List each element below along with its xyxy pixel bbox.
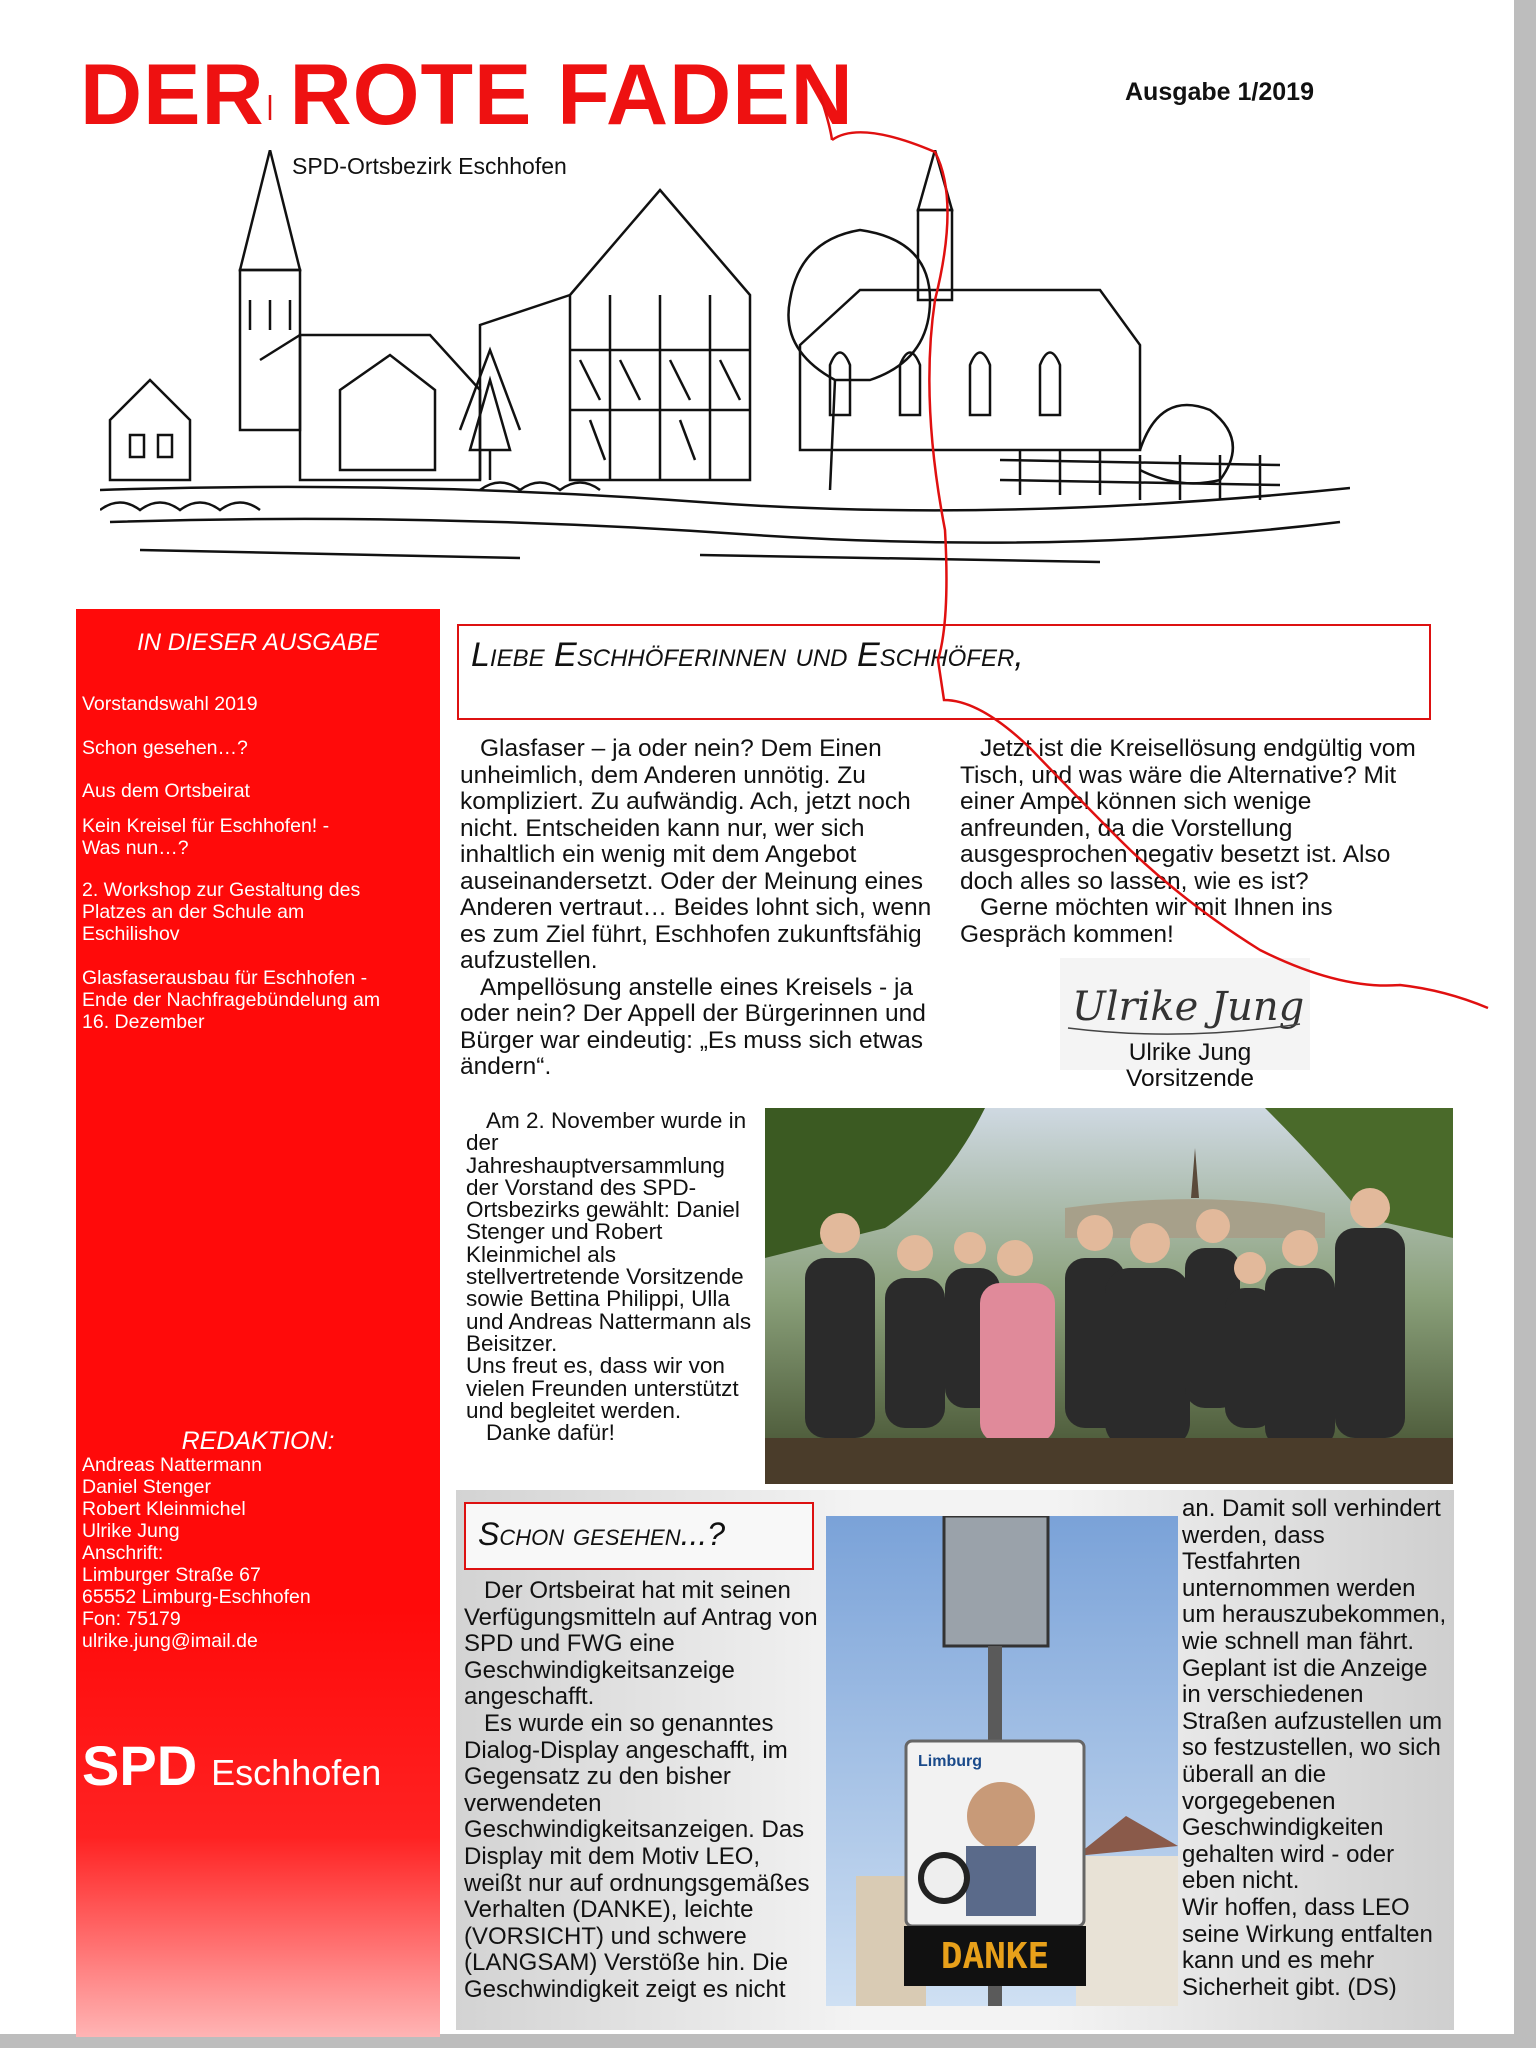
spd-logo: [82, 1733, 381, 1798]
schon-gesehen-column-right: [1182, 1496, 1448, 2001]
village-sketch-illustration: [100, 150, 1350, 570]
svg-text:Ulrike Jung: Ulrike Jung: [1072, 984, 1305, 1030]
redaktion-line: Andreas Nattermann: [82, 1454, 262, 1476]
redaktion-line: Robert Kleinmichel: [82, 1498, 246, 1520]
sidebar-item-ortsbeirat[interactable]: Aus dem Ortsbeirat: [82, 780, 250, 802]
paragraph: Der Ortsbeirat hat mit seinen Verfügungsmitteln auf Antrag von SPD und FWG eine Geschwindigkeitsanzeige angeschafft.: [464, 1577, 818, 1711]
paragraph: Uns freut es, dass wir von vielen Freunden unterstützt und begleitet werden.: [466, 1353, 739, 1423]
editorial-headline: Liebe Eschhöferinnen und Eschhöfer,: [471, 636, 1024, 674]
paragraph: Danke dafür!: [486, 1420, 615, 1446]
signer-block: [1050, 1040, 1330, 1092]
paragraph: Ampellösung anstelle eines Kreisels - ja oder nein? Der Appell der Bürgerinnen und Bürger war eindeutig: „Es muss sich etwas ändern“.: [460, 973, 926, 1080]
page-frame-right: [1514, 0, 1536, 2048]
editorial-column-left: [460, 736, 938, 1081]
sidebar-item-vorstandswahl[interactable]: Vorstandswahl 2019: [82, 693, 258, 715]
paragraph: Am 2. November wurde in der Jahreshauptversammlung der Vorstand des SPD-Ortsbezirks gewählt: Daniel Stenger und Robert Kleinmichel als stellvertretende Vorsitzende sowie Bettina Philippi, Ulla und Andreas Nattermann als Beisitzer.: [466, 1108, 752, 1356]
paragraph: Gerne möchten wir mit Ihnen ins Gespräch kommen!: [960, 894, 1333, 948]
sidebar-contents: [76, 609, 440, 2037]
redaktion-line: Fon: 75179: [82, 1608, 181, 1630]
group-photo: [765, 1108, 1453, 1484]
sign-brand: Limburg: [918, 1753, 982, 1770]
schon-gesehen-title-box: [464, 1502, 814, 1570]
paragraph: Es wurde ein so genanntes Dialog-Display angeschafft, im Gegensatz zu den bisher verwendeten Geschwindigkeitsanzeigen. Das Display mit dem Motiv LEO, weißt nur auf ordnungsgemäßes Verhalten (DANKE), leichte (VORSICHT) und schwere (LANGSAM) Verstöße hin. Die Geschwindigkeit zeigt es nicht: [464, 1709, 810, 2003]
redaktion-line: Limburger Straße 67: [82, 1564, 261, 1586]
redaktion-line: Ulrike Jung: [82, 1520, 180, 1542]
vorstand-text: [466, 1110, 754, 1444]
redaktion-line: 65552 Limburg-Eschhofen: [82, 1586, 311, 1608]
paragraph: Glasfaser – ja oder nein? Dem Einen unheimlich, dem Anderen unnötig. Zu kompliziert. Zu aufwändig. Ach, jetzt noch nicht. Entscheiden kann nur, wer sich inhaltlich ein wenig mit dem Angebot auseinandersetzt. Oder der Meinung eines Anderen vertraut… Beides lohnt sich, wenn es zum Ziel führt, Eschhofen zukunftsfähig aufzustellen.: [460, 735, 932, 974]
signer-role: Vorsitzende: [1125, 1065, 1255, 1092]
newsletter-subtitle: SPD-Ortsbezirk Eschhofen: [292, 153, 567, 179]
spd-logo-text: SPD: [82, 1734, 198, 1797]
redaktion-email[interactable]: ulrike.jung@imail.de: [82, 1630, 258, 1652]
sidebar-heading: IN DIESER AUSGABE: [137, 629, 379, 656]
paragraph: Wir hoffen, dass LEO seine Wirkung entfalten kann und es mehr Sicherheit gibt. (DS): [1182, 1893, 1433, 2001]
sidebar-item-schon-gesehen[interactable]: Schon gesehen…?: [82, 737, 248, 759]
issue-number: Ausgabe 1/2019: [1125, 78, 1314, 106]
redaktion-heading: REDAKTION:: [181, 1427, 335, 1455]
redaktion-line: Anschrift:: [82, 1542, 164, 1564]
sidebar-item-kein-kreisel[interactable]: Kein Kreisel für Eschhofen! - Was nun…?: [82, 815, 330, 859]
paragraph: an. Damit soll verhindert werden, dass Testfahrten unternommen werden um herauszubekommen, wie schnell man fährt. Geplant ist die Anzeige in verschiedenen Straßen aufzustellen um so festzustellen, wo sich überall an die vorgegebenen Geschwindigkeiten gehalten wird - oder eben nicht.: [1182, 1495, 1447, 1895]
editorial-column-right: [960, 736, 1422, 948]
signer-name: Ulrike Jung: [1128, 1039, 1252, 1066]
schon-gesehen-title: Schon gesehen...?: [478, 1516, 726, 1552]
spd-logo-place: Eschhofen: [211, 1752, 382, 1793]
paragraph: Jetzt ist die Kreisellösung endgültig vom Tisch, und was wäre die Alternative? Mit einer Ampel können sich wenige anfreunden, da die Vorstellung ausgesprochen negativ besetzt ist. Also doch alles so lassen, wie es ist?: [960, 735, 1416, 895]
schon-gesehen-column-left: [464, 1578, 820, 2004]
display-text: DANKE: [940, 1936, 1050, 1977]
sidebar-item-glasfaser[interactable]: Glasfaserausbau für Eschhofen - Ende der Nachfragebündelung am 16. Dezember: [82, 967, 381, 1033]
editorial-headline-box: [457, 624, 1431, 720]
newsletter-title: DER ROTE FADEN: [80, 47, 854, 143]
speed-display-photo: [826, 1516, 1178, 2006]
redaktion-line: Daniel Stenger: [82, 1476, 211, 1498]
sidebar-item-workshop[interactable]: 2. Workshop zur Gestaltung des Platzes an der Schule am Eschilishov: [82, 879, 361, 945]
